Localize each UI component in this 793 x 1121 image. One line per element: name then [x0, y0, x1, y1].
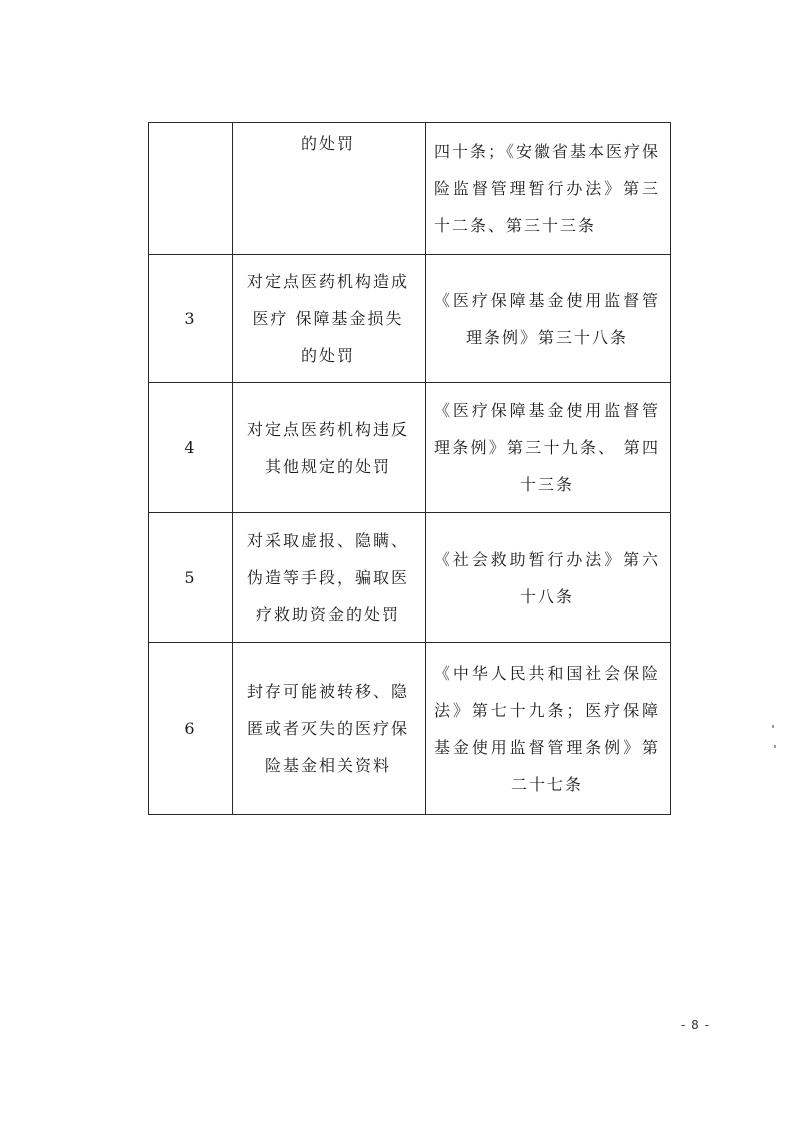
legal-basis: 《社会救助暂行办法》第六十八条 [426, 513, 671, 643]
page-number: - 8 - [681, 1018, 710, 1032]
scan-speck [772, 725, 774, 728]
legal-basis: 《中华人民共和国社会保险法》第七十九条；医疗保障基金使用监督管理条例》第二十七条 [426, 643, 671, 815]
row-number: 5 [149, 513, 233, 643]
row-number: 6 [149, 643, 233, 815]
penalty-item: 对定点医药机构造成医疗 保障基金损失的处罚 [233, 255, 426, 383]
table-row [149, 123, 671, 255]
penalty-item: 对采取虚报、隐瞒、伪造等手段，骗取医疗救助资金的处罚 [233, 513, 426, 643]
legal-basis: 《医疗保障基金使用监督管理条例》第三十八条 [426, 255, 671, 383]
table-row [149, 255, 671, 383]
penalty-item: 的处罚 [233, 123, 426, 255]
row-number [149, 123, 233, 255]
legal-basis: 《医疗保障基金使用监督管理条例》第三十九条、 第四十三条 [426, 383, 671, 513]
row-number: 3 [149, 255, 233, 383]
scan-speck [774, 745, 776, 748]
penalty-item: 封存可能被转移、隐匿或者灭失的医疗保险基金相关资料 [233, 643, 426, 815]
table-row [149, 383, 671, 513]
legal-basis: 四十条；《安徽省基本医疗保险监督管理暂行办法》第三十二条、第三十三条 [426, 123, 671, 255]
table-row [149, 513, 671, 643]
table-row [149, 643, 671, 815]
penalty-items-table [148, 122, 671, 815]
penalty-item: 对定点医药机构违反其他规定的处罚 [233, 383, 426, 513]
row-number: 4 [149, 383, 233, 513]
